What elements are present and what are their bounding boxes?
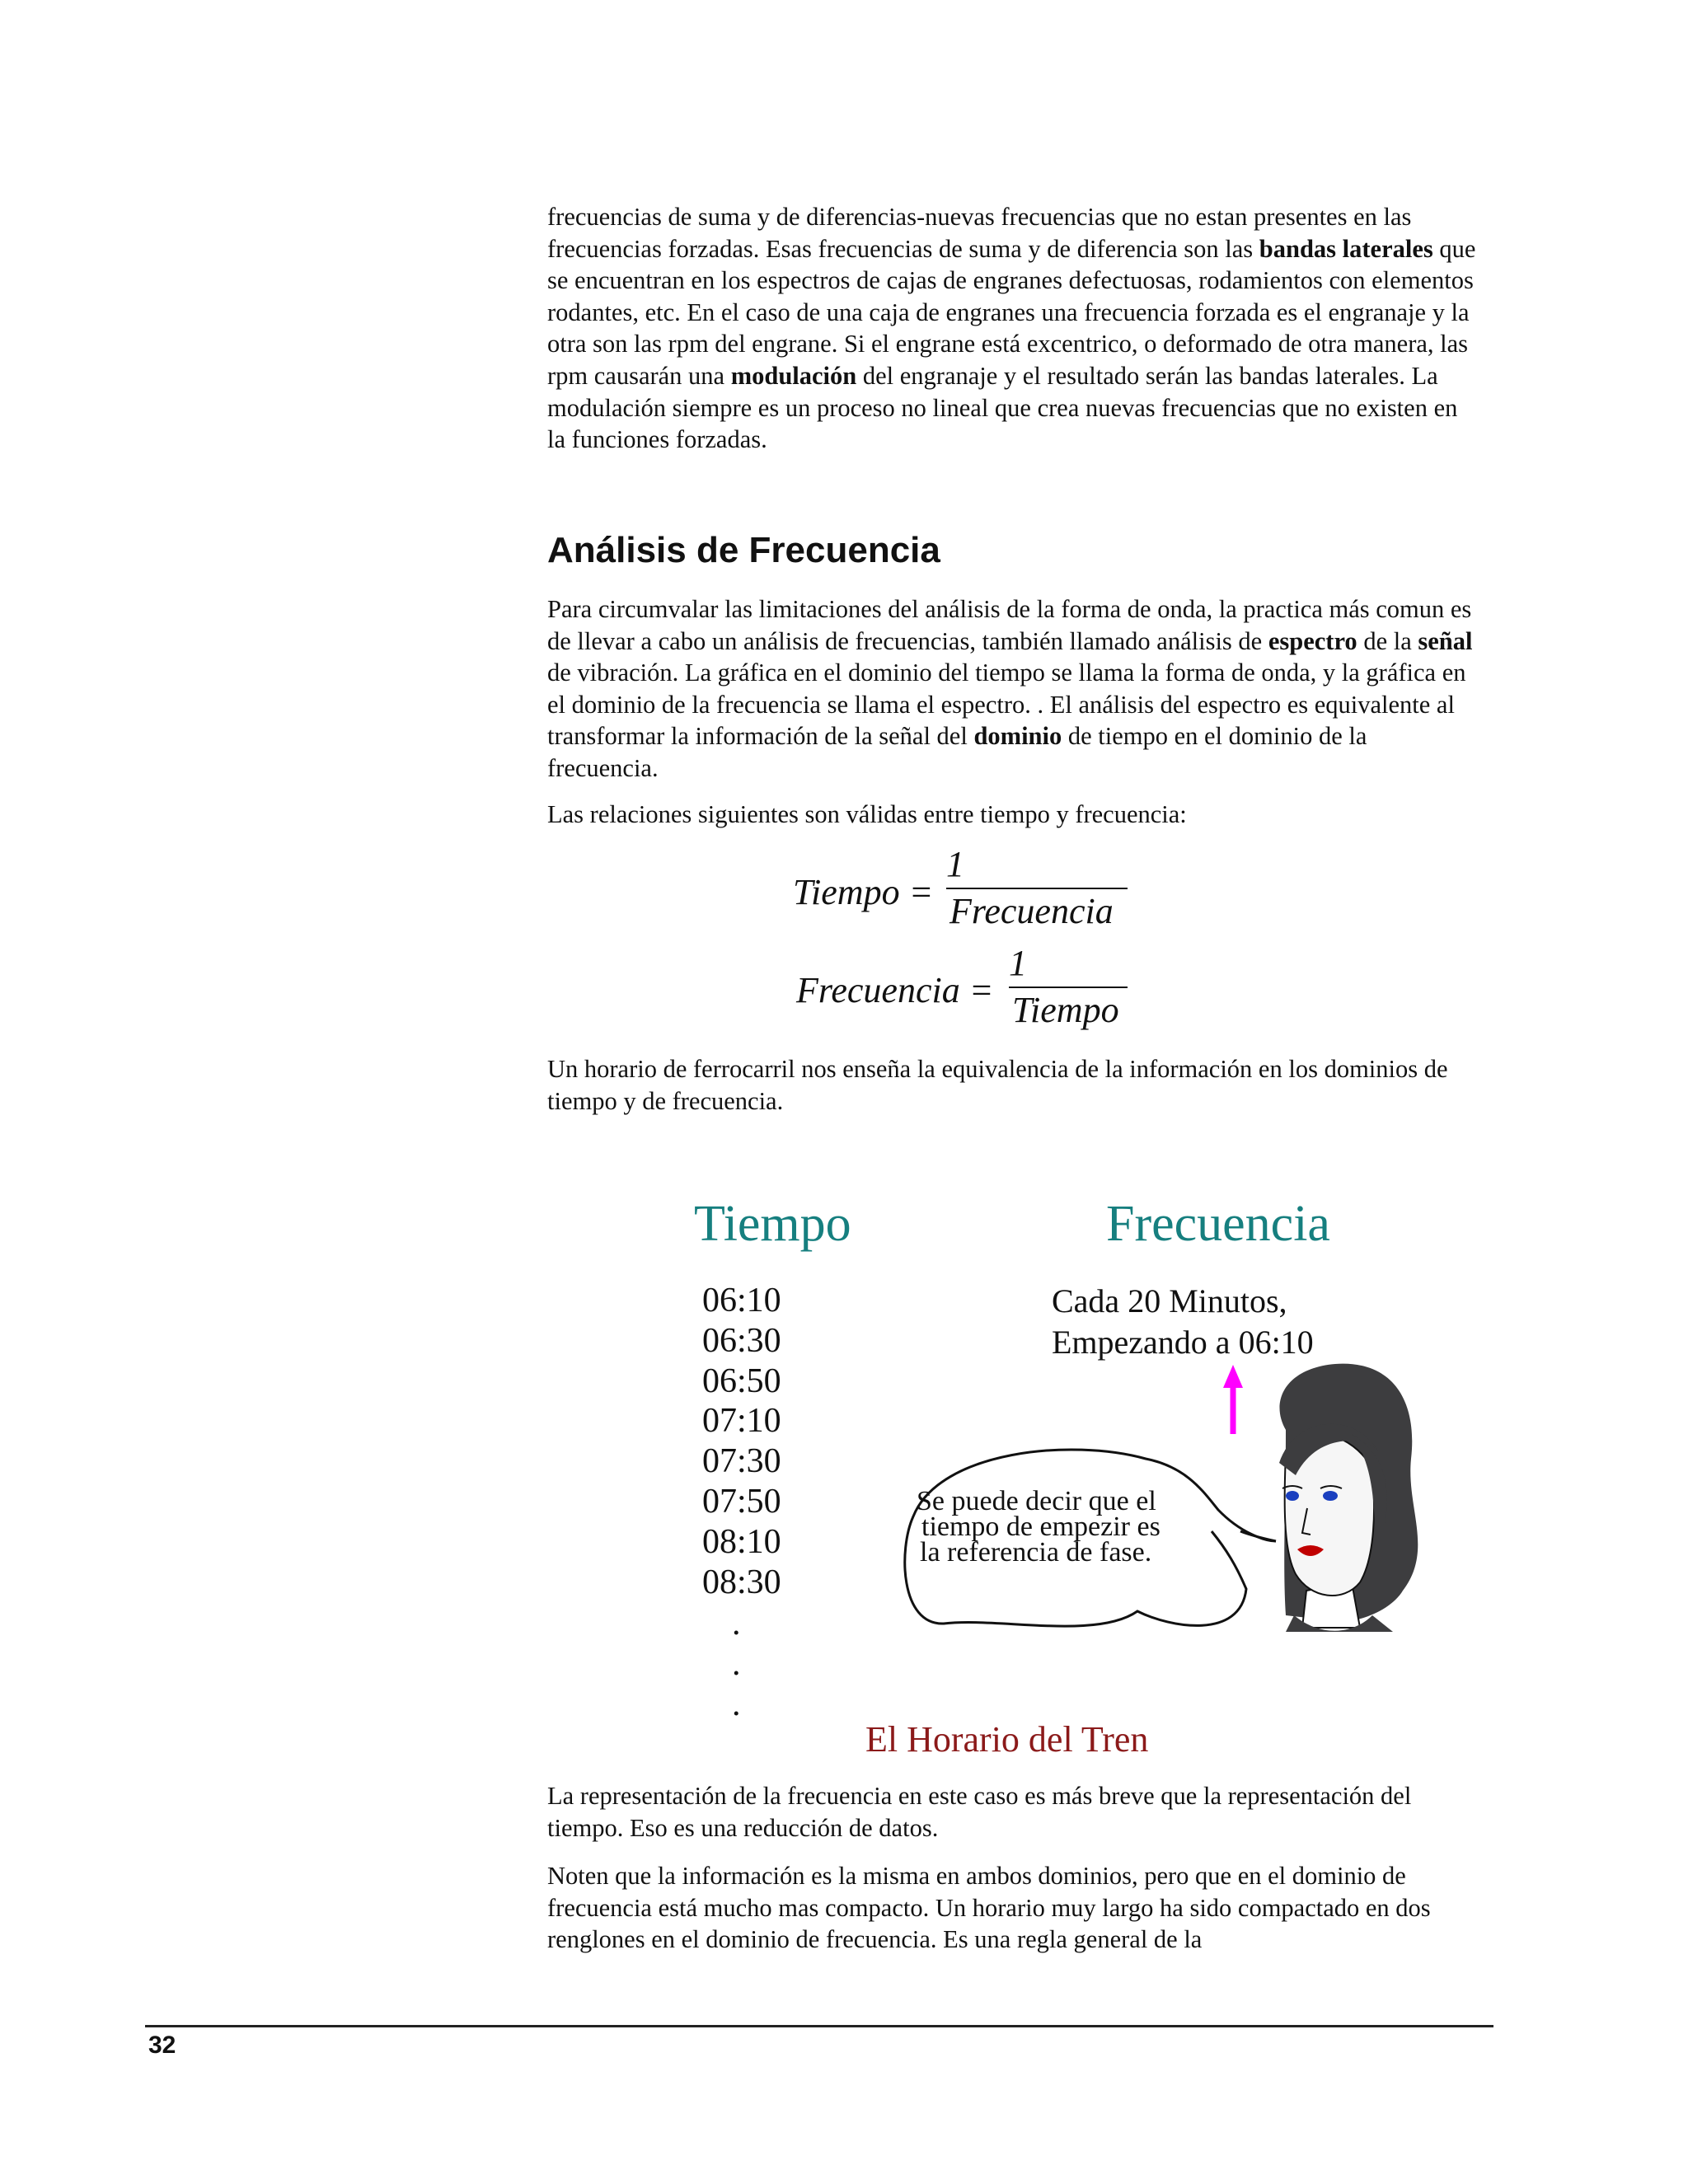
frequency-line-1: Cada 20 Minutos, [1052, 1282, 1287, 1319]
figure-title-frequency: Frecuencia [1106, 1196, 1330, 1252]
time-entry: 06:50 [702, 1361, 781, 1400]
formula-denominator: Frecuencia [950, 891, 1114, 931]
bubble-line-1: Se puede decir que el [917, 1486, 1156, 1516]
formula-denominator: Tiempo [1012, 990, 1119, 1030]
time-entry: 07:10 [702, 1402, 781, 1441]
frequency-line-2: Empezando a 06:10 [1052, 1324, 1314, 1361]
page-number: 32 [148, 2032, 176, 2059]
body-paragraph-data-reduction: La representación de la frecuencia en este caso es más breve que la representación del tiempo. Eso es una reducción de datos. [547, 1782, 1412, 1842]
bold-term-bandas-laterales: bandas laterales [1259, 234, 1433, 263]
dot: . [732, 1685, 741, 1723]
time-entry: 06:10 [702, 1282, 781, 1319]
text-run: frecuencias de suma y de diferencias-nuevas frecuencias que no estan presentes en las frecuencias forzadas. Esas frecuencias de suma y de diferencia son las [547, 203, 1412, 263]
dot: . [732, 1605, 741, 1643]
section-heading: Análisis de Frecuencia [547, 530, 940, 570]
text-run: de tiempo en el dominio de la frecuencia. [547, 722, 1367, 782]
text-run: de la [1357, 626, 1418, 655]
body-paragraph-compact: Noten que la información es la misma en ambos dominios, pero que en el dominio de frecuencia está mucho mas compacto. Un horario muy largo ha sido compactado en dos renglones en el dominio de frecuencia. Es una regla general de la [547, 1862, 1431, 1954]
text-run: de vibración. La gráfica en el dominio del tiempo se llama la forma de onda, y la gráfica en el dominio de la frecuencia se llama el espectro. . El análisis del espectro es equivalente al transformar la información de la señal del [547, 658, 1466, 751]
body-paragraph-relations: Las relaciones siguientes son válidas entre tiempo y frecuencia: [547, 800, 1187, 828]
bubble-line-2: tiempo de empezir es [921, 1511, 1160, 1542]
formula-numerator: 1 [1009, 943, 1027, 983]
bubble-line-3: la referencia de fase. [920, 1537, 1152, 1568]
time-entry: 08:10 [702, 1522, 781, 1561]
bold-term-senal: señal [1418, 626, 1473, 655]
formula-lhs: Tiempo = [793, 872, 934, 912]
dot: . [732, 1644, 741, 1683]
bold-term-modulacion: modulación [730, 361, 857, 390]
formula-lhs: Frecuencia = [796, 970, 994, 1010]
text-run: del engranaje y el resultado serán las bandas laterales. La modulación siempre es un proceso no lineal que crea nuevas frecuencias que no existen en la funciones forzadas. [547, 361, 1458, 454]
bold-term-dominio: dominio [973, 722, 1062, 751]
text-run: que se encuentran en los espectros de cajas de engranes defectuosas, rodamientos con elementos rodantes, etc. En el caso de una caja de engranes una frecuencia forzada es el engranaje y la otra son las rpm del engrane. Si el engrane está excentrico, o deformado de otra manera, las rpm causarán una [547, 234, 1476, 390]
formula-numerator: 1 [946, 844, 964, 884]
footer-rule [145, 2025, 1493, 2027]
body-paragraph-timetable-intro: Un horario de ferrocarril nos enseña la equivalencia de la información en los dominios de tiempo y de frecuencia. [547, 1055, 1448, 1115]
time-entry: 07:30 [702, 1442, 781, 1481]
bold-term-espectro: espectro [1268, 626, 1357, 655]
speech-bubble-text [917, 1486, 1160, 1568]
figure-caption: El Horario del Tren [865, 1719, 1149, 1760]
time-entry: 06:30 [702, 1321, 781, 1360]
text-run: Para circumvalar las limitaciones del análisis de la forma de onda, la practica más comun es de llevar a cabo un análisis de frecuencias, también llamado análisis de [547, 595, 1472, 655]
figure-title-time: Tiempo [694, 1196, 851, 1252]
time-entry: 08:30 [702, 1563, 781, 1601]
time-entry: 07:50 [702, 1482, 781, 1521]
up-arrow-icon [1223, 1365, 1243, 1434]
woman-illustration [1279, 1364, 1418, 1632]
